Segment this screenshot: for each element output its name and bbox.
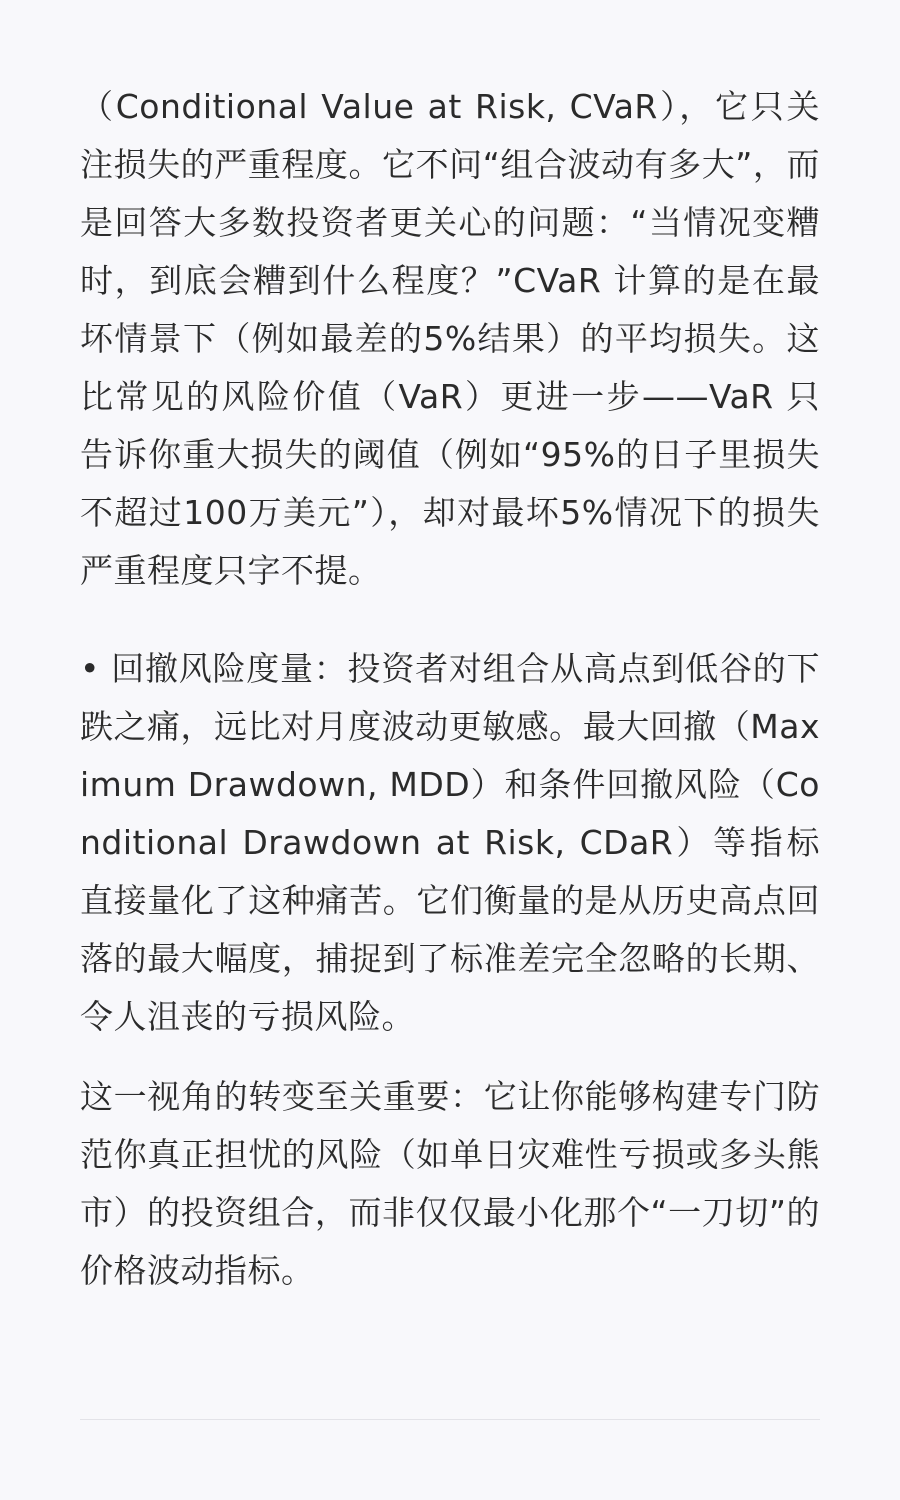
article-body	[80, 78, 820, 1300]
paragraph-cvar: （Conditional Value at Risk, CVaR），它只关注损失的严重程度。它不问“组合波动有多大”，而是回答大多数投资者更关心的问题：“当情况变糟时，到底会糟到什么程度？”CVaR 计算的是在最坏情景下（例如最差的5%结果）的平均损失。这比常见的风险价值（VaR）更进一步——VaR 只告诉你重大损失的阈值（例如“95%的日子里损失不超过100万美元”），却对最坏5%情况下的损失严重程度只字不提。	[80, 87, 820, 590]
paragraph-perspective-shift: 这一视角的转变至关重要：它让你能够构建专门防范你真正担忧的风险（如单日灾难性亏损或多头熊市）的投资组合，而非仅仅最小化那个“一刀切”的价格波动指标。	[80, 1077, 820, 1290]
section-divider	[80, 1419, 820, 1420]
paragraph-drawdown-risk: • 回撤风险度量：投资者对组合从高点到低谷的下跌之痛，远比对月度波动更敏感。最大回撤（Maximum Drawdown, MDD）和条件回撤风险（Conditional Drawdown at Risk, CDaR）等指标直接量化了这种痛苦。它们衡量的是从历史高点回落的最大幅度，捕捉到了标准差完全忽略的长期、令人沮丧的亏损风险。	[80, 649, 820, 1036]
